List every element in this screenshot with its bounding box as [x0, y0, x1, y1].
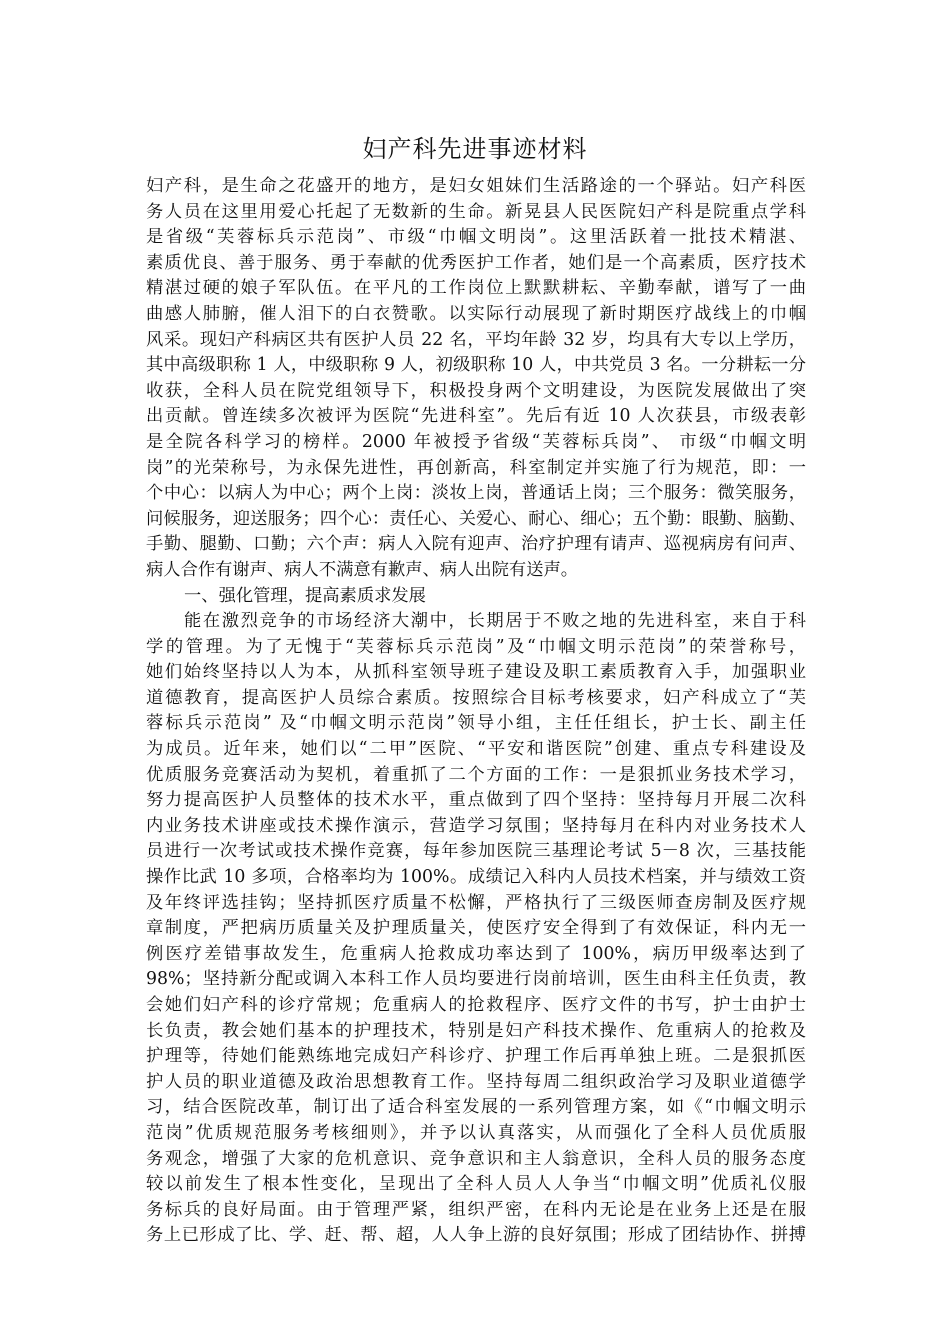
text-line: 操作比武 10 多项，合格率均为 100%。成绩记入科内人员技术档案，并与绩效工资: [146, 867, 806, 888]
text-line: 务标兵的良好局面。由于管理严紧，组织严密，在科内无论是在业务上还是在服: [146, 1199, 806, 1220]
text-line: 个中心：以病人为中心；两个上岗：淡妆上岗，普通话上岗；三个服务：微笑服务，: [146, 483, 806, 504]
text-line: 妇产科，是生命之花盛开的地方，是妇女姐妹们生活路途的一个驿站。妇产科医: [146, 176, 806, 196]
text-line: 是全院各科学习的榜样。2000 年被授予省级“芙蓉标兵岗”、 市级“巾帼文明: [146, 431, 806, 452]
text-line: 员进行一次考试或技术操作竞赛，每年参加医院三基理论考试 5－8 次，三基技能: [146, 841, 806, 862]
text-line: 风采。现妇产科病区共有医护人员 22 名，平均年龄 32 岁，均具有大专以上学历，: [146, 329, 806, 350]
text-line: 范岗”优质规范服务考核细则》，并予以认真落实，从而强化了全科人员优质服: [146, 1122, 806, 1143]
text-line: 曲感人肺腑，催人泪下的白衣赞歌。以实际行动展现了新时期医疗战线上的巾帼: [146, 303, 806, 324]
text-line: 素质优良、善于服务、勇于奉献的优秀医护工作者，她们是一个高素质，医疗技术: [146, 252, 806, 273]
text-line: 及年终评选挂钩；坚持抓医疗质量不松懈，严格执行了三级医师查房制及医疗规: [146, 892, 806, 913]
text-line: 为成员。近年来，她们以“二甲”医院、“平安和谐医院”创建、重点专科建设及: [146, 739, 806, 760]
text-line: 她们始终坚持以人为本，从抓科室领导班子建设及职工素质教育入手，加强职业: [146, 662, 806, 683]
text-line: 其中高级职称 1 人，中级职称 9 人，初级职称 10 人，中共党员 3 名。一分耕耘一分: [146, 355, 806, 376]
text-line: 会她们妇产科的诊疗常规；危重病人的抢救程序、医疗文件的书写，护士由护士: [146, 995, 806, 1015]
text-line: 习，结合医院改革，制订出了适合科室发展的一系列管理方案，如《“巾帼文明示: [146, 1097, 806, 1118]
text-line: 病人合作有谢声、病人不满意有歉声、病人出院有送声。: [146, 559, 579, 580]
text-line: 道德教育，提高医护人员综合素质。按照综合目标考核要求，妇产科成立了“芙: [146, 687, 806, 708]
text-line: 务上已形成了比、学、赶、帮、超，人人争上游的良好氛围；形成了团结协作、拼搏: [146, 1225, 806, 1246]
text-line: 精湛过硬的娘子军队伍。在平凡的工作岗位上默默耕耘、辛勤奉献，谱写了一曲: [146, 278, 806, 299]
text-line: 学的管理。为了无愧于“芙蓉标兵示范岗”及“巾帼文明示范岗”的荣誉称号，: [146, 636, 806, 657]
text-line: 较以前发生了根本性变化，呈现出了全科人员人人争当“巾帼文明”优质礼仪服: [146, 1174, 806, 1195]
text-line: 能在激烈竞争的市场经济大潮中，长期居于不败之地的先进科室，来自于科: [184, 611, 806, 632]
text-line: 护人员的职业道德及政治思想教育工作。坚持每周二组织政治学习及职业道德学: [146, 1071, 806, 1092]
text-line: 岗”的光荣称号，为永保先进性，再创新高，科室制定并实施了行为规范，即：一: [146, 457, 806, 478]
text-line: 例医疗差错事故发生，危重病人抢救成功率达到了 100%，病历甲级率达到了: [146, 943, 806, 964]
section-heading: 一、强化管理，提高素质求发展: [184, 585, 426, 606]
text-line: 蓉标兵示范岗” 及“巾帼文明示范岗”领导小组，主任任组长，护士长、副主任: [146, 713, 806, 734]
text-line: 努力提高医护人员整体的技术水平，重点做到了四个坚持：坚持每月开展二次科: [146, 790, 806, 811]
text-line: 问候服务，迎送服务；四个心：责任心、关爱心、耐心、细心；五个勤：眼勤、脑勤、: [146, 508, 806, 529]
text-line: 内业务技术讲座或技术操作演示，营造学习氛围；坚持每月在科内对业务技术人: [146, 815, 806, 836]
text-line: 收获，全科人员在院党组领导下，积极投身两个文明建设，为医院发展做出了突: [146, 380, 806, 401]
text-line: 长负责，教会她们基本的护理技术，特别是妇产科技术操作、危重病人的抢救及: [146, 1020, 806, 1041]
text-line: 务人员在这里用爱心托起了无数新的生命。新晃县人民医院妇产科是院重点学科: [146, 201, 806, 222]
document-body: [146, 174, 806, 1249]
document-title: 妇产科先进事迹材料: [362, 135, 588, 163]
text-line: 章制度，严把病历质量关及护理质量关，使医疗安全得到了有效保证，科内无一: [146, 918, 806, 939]
text-line: 是省级“芙蓉标兵示范岗”、市级“巾帼文明岗”。这里活跃着一批技术精湛、: [146, 227, 806, 248]
text-line: 98%；坚持新分配或调入本科工作人员均要进行岗前培训，医生由科主任负责，教: [146, 969, 806, 990]
text-line: 出贡献。曾连续多次被评为医院“先进科室”。先后有近 10 人次获县，市级表彰: [146, 406, 806, 427]
text-line: 手勤、腿勤、口勤；六个声：病人入院有迎声、治疗护理有请声、巡视病房有问声、: [146, 534, 806, 555]
text-line: 务观念，增强了大家的危机意识、竞争意识和主人翁意识，全科人员的服务态度: [146, 1148, 806, 1169]
text-line: 护理等，待她们能熟练地完成妇产科诊疗、护理工作后再单独上班。二是狠抓医: [146, 1046, 806, 1067]
text-line: 优质服务竞赛活动为契机，着重抓了二个方面的工作：一是狠抓业务技术学习，: [146, 764, 806, 785]
